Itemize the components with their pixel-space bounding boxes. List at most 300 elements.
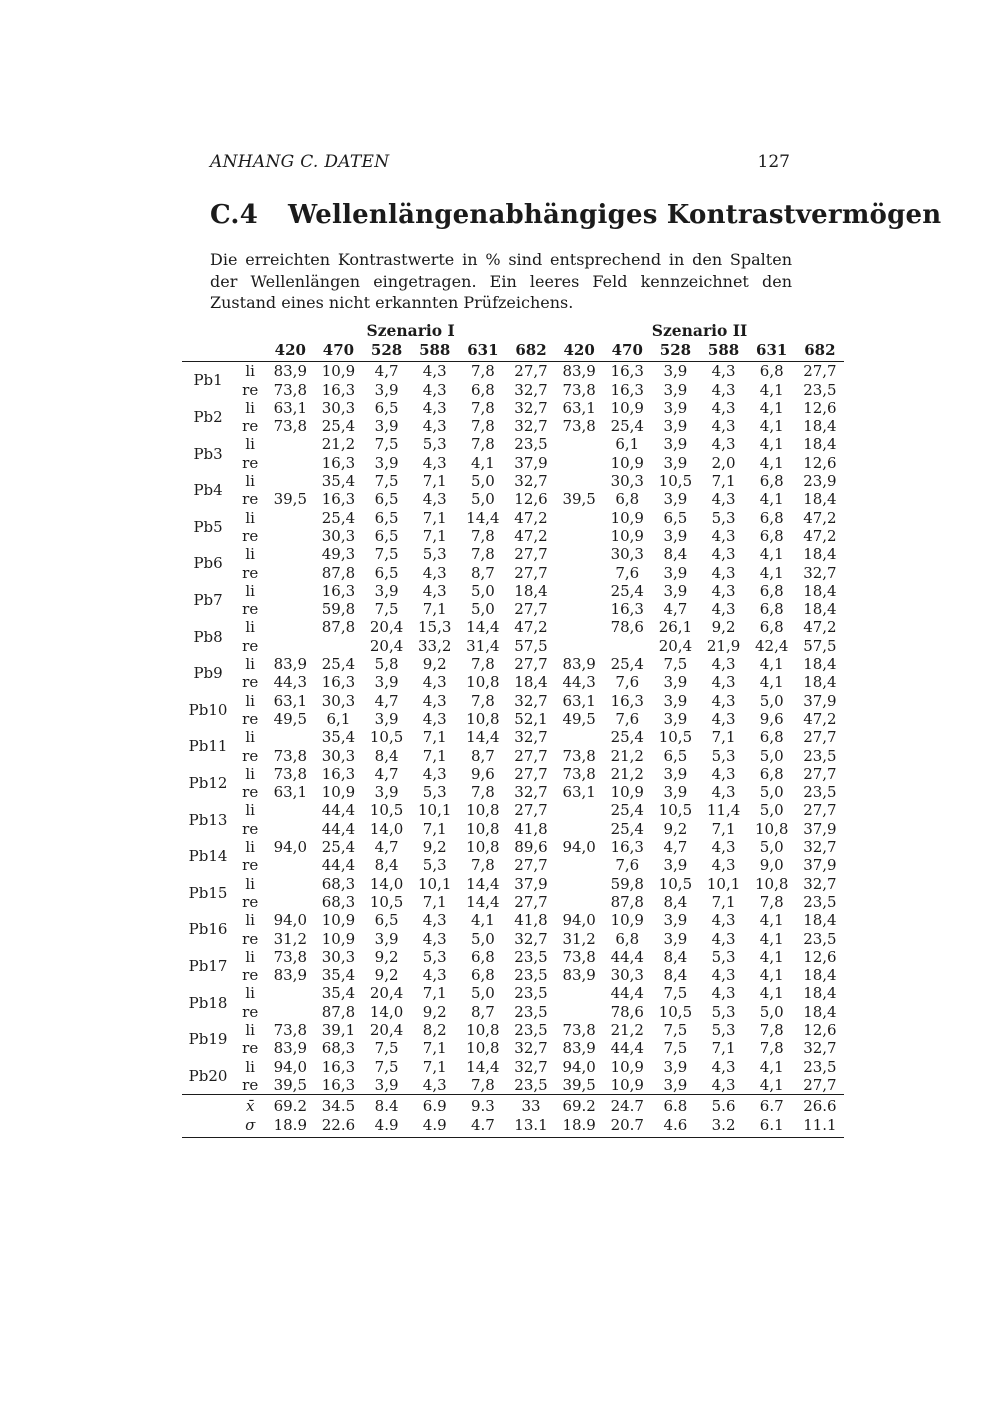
cell: 25,4: [321, 508, 356, 527]
cell: 4,7: [374, 764, 399, 783]
cell: 11.1: [796, 1116, 844, 1138]
table-row: [182, 527, 844, 545]
cell: [266, 984, 314, 1002]
wavelength-header: 420: [555, 341, 603, 362]
cell: [555, 637, 603, 655]
cell: 78,6: [610, 1002, 644, 1021]
cell: 25,4: [321, 838, 356, 857]
side-label: re: [242, 783, 259, 802]
side-label: re: [242, 856, 259, 875]
cell: 5,3: [711, 1002, 736, 1021]
cell: 20,4: [369, 636, 404, 655]
cell: 10,5: [658, 874, 693, 893]
cell: 27,7: [514, 600, 548, 619]
cell: 7,8: [470, 398, 495, 417]
cell: 73,8: [562, 746, 596, 765]
cell: 6,8: [759, 728, 784, 747]
cell: 6,8: [759, 581, 784, 600]
cell: 7,8: [470, 691, 495, 710]
cell: 9,2: [422, 655, 447, 674]
table-row: [182, 801, 844, 819]
cell: 10,9: [610, 783, 644, 802]
cell: 6,5: [663, 508, 688, 527]
summary-row: [182, 1116, 844, 1138]
cell: 10,9: [610, 1075, 644, 1094]
cell: 4,1: [470, 911, 495, 930]
cell: [266, 728, 314, 746]
cell: 18,4: [803, 966, 837, 985]
cell: 10,8: [466, 1039, 500, 1058]
side-label: li: [245, 874, 255, 893]
table-row: [182, 875, 844, 893]
table-row: [182, 856, 844, 874]
cell: 4,1: [759, 490, 784, 509]
cell: 37,9: [514, 874, 548, 893]
cell: 8,4: [663, 966, 688, 985]
cell: 25,4: [610, 417, 644, 436]
wavelength-header: 631: [459, 341, 507, 362]
table-row: [182, 966, 844, 984]
cell: 4.7: [459, 1116, 507, 1138]
cell: 4,3: [422, 417, 447, 436]
cell: 18.9: [555, 1116, 603, 1138]
cell: 23,5: [514, 947, 548, 966]
header-spacer: [182, 341, 266, 362]
cell: 7,1: [422, 1057, 447, 1076]
side-label: re: [242, 819, 259, 838]
cell: 5,0: [759, 801, 784, 820]
cell: 4,1: [759, 673, 784, 692]
cell: 4,3: [711, 545, 736, 564]
cell: 4,3: [711, 783, 736, 802]
wavelength-header: 588: [411, 341, 459, 362]
cell: 6,5: [374, 508, 399, 527]
cell: 4,3: [711, 838, 736, 857]
cell: 27,7: [514, 892, 548, 911]
side-label: li: [245, 435, 255, 454]
side-label: li: [245, 472, 255, 491]
cell: 87,8: [321, 1002, 356, 1021]
cell: 23,5: [514, 984, 548, 1003]
cell: 5,3: [711, 947, 736, 966]
cell: [266, 582, 314, 600]
header-spacer: [182, 321, 266, 341]
cell: 18,4: [803, 673, 837, 692]
cell: 5.6: [700, 1095, 748, 1117]
cell: 6,5: [374, 398, 399, 417]
cell: 47,2: [514, 508, 548, 527]
side-label: li: [245, 728, 255, 747]
cell: 9.3: [459, 1095, 507, 1117]
cell: 6,8: [470, 966, 495, 985]
cell: 63,1: [273, 783, 307, 802]
cell: 83,9: [562, 1039, 596, 1058]
table-row: [182, 454, 844, 472]
row-label: Pb9: [193, 664, 223, 683]
cell: 16,3: [321, 764, 356, 783]
side-label: li: [245, 801, 255, 820]
cell: 37,9: [803, 819, 837, 838]
side-label: re: [242, 417, 259, 436]
cell: 4,3: [711, 709, 736, 728]
cell: 4,3: [422, 362, 447, 381]
cell: [555, 527, 603, 545]
cell: 10,8: [466, 673, 500, 692]
cell: 5,3: [422, 783, 447, 802]
cell: 9,2: [374, 966, 399, 985]
cell: 34.5: [314, 1095, 362, 1117]
cell: 35,4: [321, 984, 356, 1003]
cell: 73,8: [562, 380, 596, 399]
cell: 63,1: [273, 398, 307, 417]
cell: 23,5: [514, 1020, 548, 1039]
cell: 5,0: [759, 746, 784, 765]
cell: 42,4: [755, 636, 789, 655]
group-header-szenario-1: Szenario I: [366, 321, 455, 340]
cell: [555, 728, 603, 746]
cell: 4,3: [711, 490, 736, 509]
cell: 33: [507, 1095, 555, 1117]
cell: 49,5: [273, 709, 307, 728]
cell: 10,1: [418, 874, 452, 893]
cell: 16,3: [321, 581, 356, 600]
cell: 14,4: [466, 508, 500, 527]
cell: 18,4: [803, 655, 837, 674]
cell: 7,8: [470, 417, 495, 436]
cell: 44,4: [321, 801, 356, 820]
cell: 32,7: [803, 874, 837, 893]
cell: 4,3: [711, 380, 736, 399]
cell: 47,2: [803, 709, 837, 728]
cell: 14,4: [466, 1057, 500, 1076]
cell: 32,7: [514, 398, 548, 417]
cell: 7,1: [711, 1039, 736, 1058]
row-label: Pb2: [193, 408, 223, 427]
cell: 69.2: [555, 1095, 603, 1117]
cell: 4,1: [759, 1075, 784, 1094]
cell: [266, 600, 314, 618]
cell: 6,8: [759, 472, 784, 491]
cell: 23,5: [803, 783, 837, 802]
cell: 18,4: [514, 673, 548, 692]
cell: 9,0: [759, 856, 784, 875]
cell: 23,5: [803, 746, 837, 765]
cell: 32,7: [803, 838, 837, 857]
row-label: Pb13: [188, 810, 228, 829]
table-row: [182, 362, 844, 381]
cell: 69.2: [266, 1095, 314, 1117]
cell: 4,3: [711, 563, 736, 582]
cell: 18,4: [803, 600, 837, 619]
cell: 39,1: [321, 1020, 356, 1039]
cell: 15,3: [418, 618, 452, 637]
cell: 7,1: [711, 892, 736, 911]
running-head-title: ANHANG C. DATEN: [210, 152, 390, 172]
cell: 10,9: [610, 453, 644, 472]
cell: 27,7: [514, 655, 548, 674]
cell: 20,4: [369, 618, 404, 637]
cell: 4,3: [711, 966, 736, 985]
side-label: li: [245, 947, 255, 966]
cell: 47,2: [803, 618, 837, 637]
side-label: re: [242, 892, 259, 911]
cell: 47,2: [803, 508, 837, 527]
cell: 44,4: [610, 947, 644, 966]
cell: [555, 820, 603, 838]
table-row: [182, 984, 844, 1002]
cell: 10,8: [755, 874, 789, 893]
table-row: [182, 637, 844, 655]
side-label: li: [245, 838, 255, 857]
cell: 33,2: [418, 636, 452, 655]
side-label: re: [242, 490, 259, 509]
cell: 12,6: [514, 490, 548, 509]
cell: 25,4: [610, 655, 644, 674]
cell: 4,3: [711, 398, 736, 417]
cell: 18,4: [803, 490, 837, 509]
cell: 6,8: [759, 764, 784, 783]
cell: 14,0: [369, 874, 404, 893]
cell: 37,9: [803, 856, 837, 875]
cell: 8,7: [470, 746, 495, 765]
cell: 39,5: [562, 1075, 596, 1094]
cell: 4,7: [663, 600, 688, 619]
cell: 4,3: [711, 435, 736, 454]
cell: 10,9: [610, 508, 644, 527]
cell: 30,3: [321, 398, 356, 417]
cell: [266, 564, 314, 582]
cell: 57,5: [803, 636, 837, 655]
cell: 83,9: [273, 966, 307, 985]
cell: 5,0: [470, 929, 495, 948]
cell: 5,3: [711, 746, 736, 765]
cell: 21,2: [321, 435, 356, 454]
cell: 59,8: [610, 874, 644, 893]
cell: 31,2: [273, 929, 307, 948]
cell: 3,9: [663, 1075, 688, 1094]
cell: 73,8: [562, 764, 596, 783]
cell: 68,3: [321, 874, 356, 893]
cell: 63,1: [273, 691, 307, 710]
cell: 30,3: [610, 545, 644, 564]
cell: 39,5: [273, 1075, 307, 1094]
cell: 7,1: [422, 728, 447, 747]
cell: 12,6: [803, 398, 837, 417]
side-label: re: [242, 1002, 259, 1021]
wavelength-header: 588: [700, 341, 748, 362]
cell: 5,3: [422, 435, 447, 454]
row-label: Pb12: [188, 773, 228, 792]
cell: 94,0: [273, 838, 307, 857]
cell: 25,4: [610, 819, 644, 838]
cell: 4,3: [422, 1075, 447, 1094]
cell: [603, 637, 651, 655]
cell: 4,1: [759, 398, 784, 417]
cell: 20,4: [369, 1020, 404, 1039]
row-label: Pb16: [188, 920, 228, 939]
cell: 73,8: [273, 417, 307, 436]
cell: 7,8: [470, 856, 495, 875]
cell: 6,8: [470, 947, 495, 966]
wavelength-header: 420: [266, 341, 314, 362]
cell: [555, 582, 603, 600]
cell: 4,1: [759, 453, 784, 472]
cell: [555, 545, 603, 563]
cell: 3,9: [663, 380, 688, 399]
cell: 14,4: [466, 874, 500, 893]
cell: 44,3: [562, 673, 596, 692]
cell: 14,4: [466, 892, 500, 911]
cell: 25,4: [321, 655, 356, 674]
cell: 35,4: [321, 966, 356, 985]
cell: 5,0: [759, 783, 784, 802]
cell: 73,8: [562, 1020, 596, 1039]
row-label: Pb4: [193, 481, 223, 500]
cell: 3,9: [663, 783, 688, 802]
cell: [266, 1003, 314, 1021]
cell: 4,1: [759, 911, 784, 930]
cell: 7,1: [711, 819, 736, 838]
cell: 26,1: [658, 618, 693, 637]
cell: 18,4: [803, 435, 837, 454]
group-header-szenario-2: Szenario II: [651, 321, 748, 340]
row-label: Pb17: [188, 956, 228, 975]
cell: 8,7: [470, 563, 495, 582]
cell: 4,3: [422, 929, 447, 948]
table-row: [182, 1021, 844, 1039]
side-label: li: [245, 618, 255, 637]
cell: 27,7: [514, 545, 548, 564]
cell: 6,1: [615, 435, 640, 454]
cell: 49,3: [321, 545, 356, 564]
wavelength-header: 470: [314, 341, 362, 362]
cell: 26.6: [796, 1095, 844, 1117]
cell: 21,2: [610, 764, 644, 783]
cell: 9,6: [470, 764, 495, 783]
side-label: li: [245, 1057, 255, 1076]
row-label: Pb15: [188, 883, 228, 902]
table-row: [182, 417, 844, 435]
cell: 8,4: [663, 545, 688, 564]
cell: 83,9: [562, 362, 596, 381]
cell: 63,1: [562, 691, 596, 710]
cell: 63,1: [562, 398, 596, 417]
cell: 7,5: [663, 984, 688, 1003]
cell: 4,1: [759, 1057, 784, 1076]
cell: 8,4: [663, 892, 688, 911]
cell: 7,5: [663, 1020, 688, 1039]
cell: 3,9: [663, 453, 688, 472]
cell: 7,8: [470, 362, 495, 381]
cell: 25,4: [610, 728, 644, 747]
cell: 7,8: [470, 783, 495, 802]
cell: [266, 618, 314, 636]
table-header: [182, 321, 844, 362]
cell: 4,1: [759, 417, 784, 436]
cell: 3,9: [663, 929, 688, 948]
table-row: [182, 399, 844, 417]
cell: 3,9: [374, 929, 399, 948]
cell: 6.1: [748, 1116, 796, 1138]
cell: 9,6: [759, 709, 784, 728]
cell: [555, 856, 603, 874]
cell: [555, 600, 603, 618]
row-label: Pb5: [193, 517, 223, 536]
cell: 87,8: [321, 563, 356, 582]
cell: 4,3: [711, 655, 736, 674]
side-label: re: [242, 380, 259, 399]
cell: 3,9: [663, 490, 688, 509]
cell: 44,4: [321, 819, 356, 838]
cell: 32,7: [514, 728, 548, 747]
table-row: [182, 490, 844, 508]
cell: [555, 984, 603, 1002]
cell: 4,3: [422, 966, 447, 985]
row-label: Pb20: [188, 1066, 228, 1085]
cell: 73,8: [273, 380, 307, 399]
cell: 27,7: [803, 764, 837, 783]
cell: 23,5: [803, 1057, 837, 1076]
cell: 5,0: [470, 984, 495, 1003]
cell: 4,3: [711, 673, 736, 692]
cell: 16,3: [321, 453, 356, 472]
cell: 23,5: [803, 892, 837, 911]
cell: 5,0: [470, 600, 495, 619]
cell: 22.6: [314, 1116, 362, 1138]
cell: 10,9: [610, 1057, 644, 1076]
cell: 4,3: [422, 911, 447, 930]
side-label: re: [242, 1039, 259, 1058]
cell: 4.9: [411, 1116, 459, 1138]
table-row: [182, 509, 844, 527]
cell: 6,8: [615, 490, 640, 509]
cell: 4,3: [422, 563, 447, 582]
cell: 12,6: [803, 1020, 837, 1039]
cell: 21,2: [610, 1020, 644, 1039]
cell: 8,7: [470, 1002, 495, 1021]
summary-row: [182, 1095, 844, 1117]
cell: 3,9: [374, 380, 399, 399]
cell: 32,7: [514, 472, 548, 491]
cell: 39,5: [562, 490, 596, 509]
table-row: [182, 472, 844, 490]
cell: 7,6: [615, 709, 640, 728]
cell: 4,3: [711, 984, 736, 1003]
cell: 16,3: [610, 838, 644, 857]
cell: 73,8: [562, 417, 596, 436]
side-label: li: [245, 984, 255, 1003]
cell: 6,8: [759, 618, 784, 637]
cell: 9,2: [374, 947, 399, 966]
cell: 4,1: [759, 563, 784, 582]
cell: 23,5: [803, 929, 837, 948]
side-label: re: [242, 453, 259, 472]
table-row: [182, 838, 844, 856]
cell: [266, 509, 314, 527]
cell: 7,1: [422, 1039, 447, 1058]
row-label: Pb6: [193, 554, 223, 573]
side-label: li: [245, 581, 255, 600]
cell: 13.1: [507, 1116, 555, 1138]
cell: 4,3: [711, 362, 736, 381]
cell: 32,7: [514, 1057, 548, 1076]
cell: 4,3: [422, 581, 447, 600]
cell: 4,3: [422, 380, 447, 399]
cell: 73,8: [273, 764, 307, 783]
cell: 4,3: [711, 691, 736, 710]
cell: 4,3: [422, 673, 447, 692]
cell: 3,9: [663, 417, 688, 436]
